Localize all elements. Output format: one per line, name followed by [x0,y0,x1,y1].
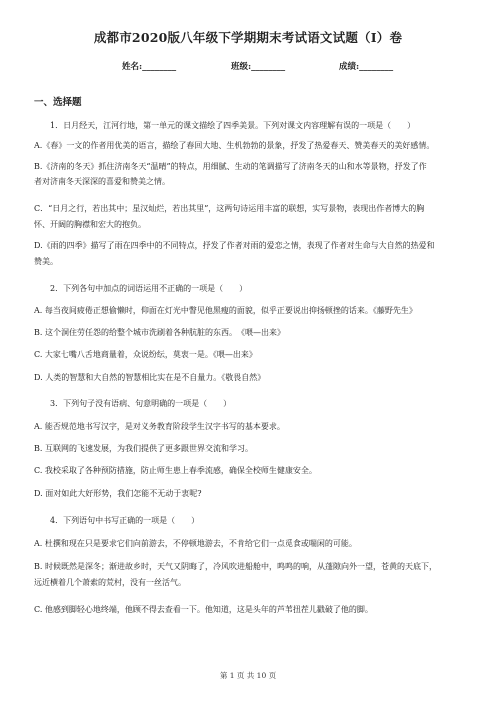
question-1-option-b-line-2: 者对济南冬天深深的喜爱和赞美之情。 [34,177,170,186]
question-4-stem: 4．下列语句中书写正确的一项是（ ） [50,516,200,525]
question-2-option-d: D. 人类的智慧和大自然的智慧相比实在是不自量力。《敬畏自然》 [34,373,266,382]
question-2-option-a: A. 每当夜间疲倦正想偷懒时，仰面在灯光中瞥见他黑瘦的面貌，似乎正要说出抑扬顿挫的话来。《藤野先生》 [34,306,417,315]
question-3-option-c: C. 我校采取了各种预防措施，防止师生患上春季流感，确保全校师生健康安全。 [34,466,317,475]
question-4-option-b-line-2: 远近横着几个萧索的荒村，没有一丝活气。 [34,578,186,587]
question-1-option-c-line-2: 怀、开阔的胸襟和宏大的抱负。 [34,220,146,229]
page-footer: 第 1 页 共 10 页 [219,671,277,680]
question-3-option-b: B. 互联网的飞速发展，为我们提供了更多跟世界交流和学习。 [34,444,253,453]
section-heading: 一、选择题 [34,97,82,108]
name-field-label: 姓名:________ [122,62,177,72]
question-4-option-a: A. 杜撰和现在只是要求它们向前游去，不停顿地游去，不肯给它们一点觅食或喘闲的可能。 [34,539,357,548]
question-3-stem: 3．下列句子没有语病、句意明确的一项是（ ） [50,399,232,408]
question-2-option-b: B. 这个洞住劳任怨的给整个城市洗刷着各种肮脏的东西。 《喂—出来》 [34,328,285,337]
class-field-label: 班级:________ [231,62,286,72]
question-3-option-d: D. 面对如此大好形势，我们怎能不无动于衷呢? [34,489,202,498]
question-3-option-a: A. 能否规范地书写汉字，是对义务教育阶段学生汉字书写的基本要求。 [34,422,285,431]
question-1-option-d-line-1: D.《雨的四季》描写了雨在四季中的不同特点，抒发了作者对雨的爱恋之情，表现了作者对生命与大自然的热爱和 [34,241,435,250]
score-field-label: 成绩:________ [339,62,394,72]
question-1-stem: 1．日月经天，江河行地，第一单元的课文描绘了四季美景。下列对课文内容理解有误的一项是（ ） [50,121,416,130]
question-1-option-c-line-1: C．“日月之行，若出其中；星汉灿烂，若出其里”，这两句诗运用丰富的联想，实写景物，表现出作者博大的胸 [34,204,425,213]
question-2-stem: 2．下列各句中加点的词语运用不正确的一项是（ ） [50,284,248,293]
question-4-option-b-line-1: B. 时候既然是深冬；渐进故乡时，天气又阴晦了，冷风吹进船舱中，鸣鸣的响，从蓬隙向外一望，苍黄的天底下， [34,562,437,571]
question-1-option-d-line-2: 赞美。 [34,257,58,266]
question-4-option-c: C. 他感到脚轻心地终端，他顾不得去查看一下。他知道，这是头年的芦苇扭茬儿戳破了他的脚。 [34,605,373,614]
page-title: 成都市2020版八年级下学期期末考试语文试题（I）卷 [93,30,403,45]
question-1-option-a: A.《春》一文的作者用优美的语言，描绘了春回大地、生机勃勃的景象，抒发了热爱春天、赞美春天的美好感情。 [34,141,435,150]
question-2-option-c: C. 大家七嘴八舌地商量着，众说纷纭，莫衷一是。《喂—出来》 [34,350,257,359]
question-1-option-b-line-1: B.《济南的冬天》抓住济南冬天“温晴”的特点，用细腻、生动的笔调描写了济南冬天的山和水等景物，抒发了作 [34,162,427,171]
